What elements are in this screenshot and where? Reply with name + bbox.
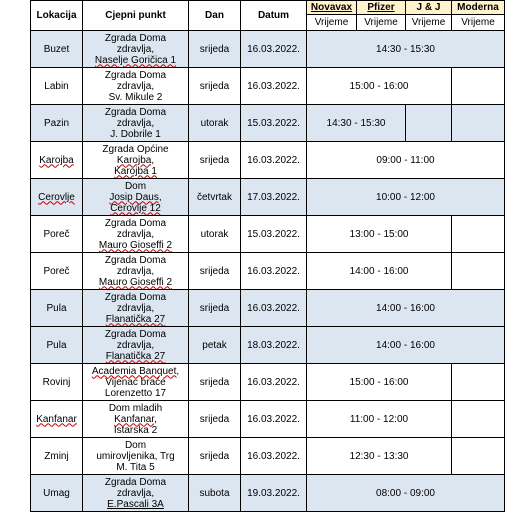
header-cjepni-punkt: Cjepni punkt: [83, 1, 189, 31]
header-vaccine-moderna: Moderna: [452, 1, 505, 15]
cell-vrijeme: 14:30 - 15:30: [307, 105, 406, 142]
cell-datum: 16.03.2022.: [241, 68, 307, 105]
cell-lokacija: Rovinj: [31, 364, 83, 401]
cell-vrijeme: 11:00 - 12:00: [307, 401, 452, 438]
cell-empty: [452, 438, 505, 475]
cell-datum: 16.03.2022.: [241, 401, 307, 438]
cell-dan: utorak: [189, 105, 241, 142]
cell-lokacija: Buzet: [31, 31, 83, 68]
header-datum: Datum: [241, 1, 307, 31]
cell-empty: [452, 364, 505, 401]
header-vaccine-jj: J & J: [406, 1, 452, 15]
cell-vrijeme: 14:00 - 16:00: [307, 327, 505, 364]
vaccination-schedule-table: [30, 0, 505, 512]
cell-datum: 16.03.2022.: [241, 290, 307, 327]
cell-vrijeme: 13:00 - 15:00: [307, 216, 452, 253]
cell-lokacija: Zminj: [31, 438, 83, 475]
cell-cjepni-punkt: Dom umirovljenika, Trg M. Tita 5: [83, 438, 189, 475]
cell-datum: 15.03.2022.: [241, 105, 307, 142]
cell-cjepni-punkt: Academia Banquet, Vijenac braće Lorenzetto 17: [83, 364, 189, 401]
table-row: [31, 31, 505, 68]
cell-cjepni-punkt: Zgrada Doma zdravlja, E.Pascali 3A: [83, 475, 189, 512]
cell-vrijeme: 14:00 - 16:00: [307, 290, 505, 327]
header-lokacija: Lokacija: [31, 1, 83, 31]
cell-cjepni-punkt: Zgrada Doma zdravlja, Mauro Gioseffi 2: [83, 216, 189, 253]
header-vaccine-novavax: Novavax: [307, 1, 357, 15]
cell-dan: srijeda: [189, 364, 241, 401]
cell-empty: [452, 68, 505, 105]
cell-cjepni-punkt: Zgrada Općine Karojba, Karojba 1: [83, 142, 189, 179]
subheader-vrijeme: Vrijeme: [452, 15, 505, 31]
cell-vrijeme: 14:30 - 15:30: [307, 31, 505, 68]
subheader-vrijeme: Vrijeme: [357, 15, 406, 31]
subheader-vrijeme: Vrijeme: [307, 15, 357, 31]
cell-vrijeme: 15:00 - 16:00: [307, 68, 452, 105]
table-row: [31, 253, 505, 290]
cell-dan: četvrtak: [189, 179, 241, 216]
cell-cjepni-punkt: Zgrada Doma zdravlja, J. Dobrile 1: [83, 105, 189, 142]
cell-cjepni-punkt: Zgrada Doma zdravlja, Mauro Gioseffi 2: [83, 253, 189, 290]
cell-datum: 19.03.2022.: [241, 475, 307, 512]
header-vaccine-pfizer: Pfizer: [357, 1, 406, 15]
cell-lokacija: Poreč: [31, 216, 83, 253]
table-row: [31, 290, 505, 327]
cell-dan: subota: [189, 475, 241, 512]
cell-datum: 16.03.2022.: [241, 438, 307, 475]
table-row: [31, 364, 505, 401]
cell-empty: [452, 253, 505, 290]
cell-lokacija: Kanfanar: [31, 401, 83, 438]
cell-dan: srijeda: [189, 438, 241, 475]
table-row: [31, 327, 505, 364]
cell-datum: 17.03.2022.: [241, 179, 307, 216]
cell-datum: 15.03.2022.: [241, 216, 307, 253]
cell-cjepni-punkt: Zgrada Doma zdravlja, Flanatička 27: [83, 327, 189, 364]
cell-vrijeme: 09:00 - 11:00: [307, 142, 505, 179]
cell-cjepni-punkt: Dom mladih Kanfanar, Istarska 2: [83, 401, 189, 438]
table-row: [31, 216, 505, 253]
cell-dan: petak: [189, 327, 241, 364]
cell-dan: srijeda: [189, 253, 241, 290]
cell-lokacija: Cerovlje: [31, 179, 83, 216]
cell-dan: srijeda: [189, 31, 241, 68]
table-row: [31, 68, 505, 105]
cell-lokacija: Pazin: [31, 105, 83, 142]
cell-vrijeme: 12:30 - 13:30: [307, 438, 452, 475]
cell-dan: srijeda: [189, 142, 241, 179]
cell-lokacija: Poreč: [31, 253, 83, 290]
table-row: [31, 438, 505, 475]
cell-empty: [406, 105, 452, 142]
cell-vrijeme: 14:00 - 16:00: [307, 253, 452, 290]
cell-empty: [452, 401, 505, 438]
cell-lokacija: Umag: [31, 475, 83, 512]
header-dan: Dan: [189, 1, 241, 31]
table-row: [31, 475, 505, 512]
cell-dan: srijeda: [189, 68, 241, 105]
cell-cjepni-punkt: Zgrada Doma zdravlja, Sv. Mikule 2: [83, 68, 189, 105]
table-row: [31, 179, 505, 216]
cell-vrijeme: 15:00 - 16:00: [307, 364, 452, 401]
cell-lokacija: Karojba: [31, 142, 83, 179]
cell-vrijeme: 08:00 - 09:00: [307, 475, 505, 512]
cell-lokacija: Pula: [31, 327, 83, 364]
cell-vrijeme: 10:00 - 12:00: [307, 179, 505, 216]
cell-datum: 16.03.2022.: [241, 253, 307, 290]
header-row: [31, 1, 505, 15]
cell-lokacija: Labin: [31, 68, 83, 105]
cell-cjepni-punkt: Zgrada Doma zdravlja, Naselje Goričica 1: [83, 31, 189, 68]
cell-dan: srijeda: [189, 290, 241, 327]
cell-datum: 16.03.2022.: [241, 142, 307, 179]
table-row: [31, 401, 505, 438]
cell-dan: utorak: [189, 216, 241, 253]
cell-empty: [452, 105, 505, 142]
cell-datum: 18.03.2022.: [241, 327, 307, 364]
table-row: [31, 142, 505, 179]
cell-dan: srijeda: [189, 401, 241, 438]
cell-cjepni-punkt: Zgrada Doma zdravlja, Flanatička 27: [83, 290, 189, 327]
subheader-vrijeme: Vrijeme: [406, 15, 452, 31]
cell-lokacija: Pula: [31, 290, 83, 327]
cell-datum: 16.03.2022.: [241, 364, 307, 401]
table-row: [31, 105, 505, 142]
cell-datum: 16.03.2022.: [241, 31, 307, 68]
cell-cjepni-punkt: Dom Josip Daus, Cerovlje 12: [83, 179, 189, 216]
cell-empty: [452, 216, 505, 253]
